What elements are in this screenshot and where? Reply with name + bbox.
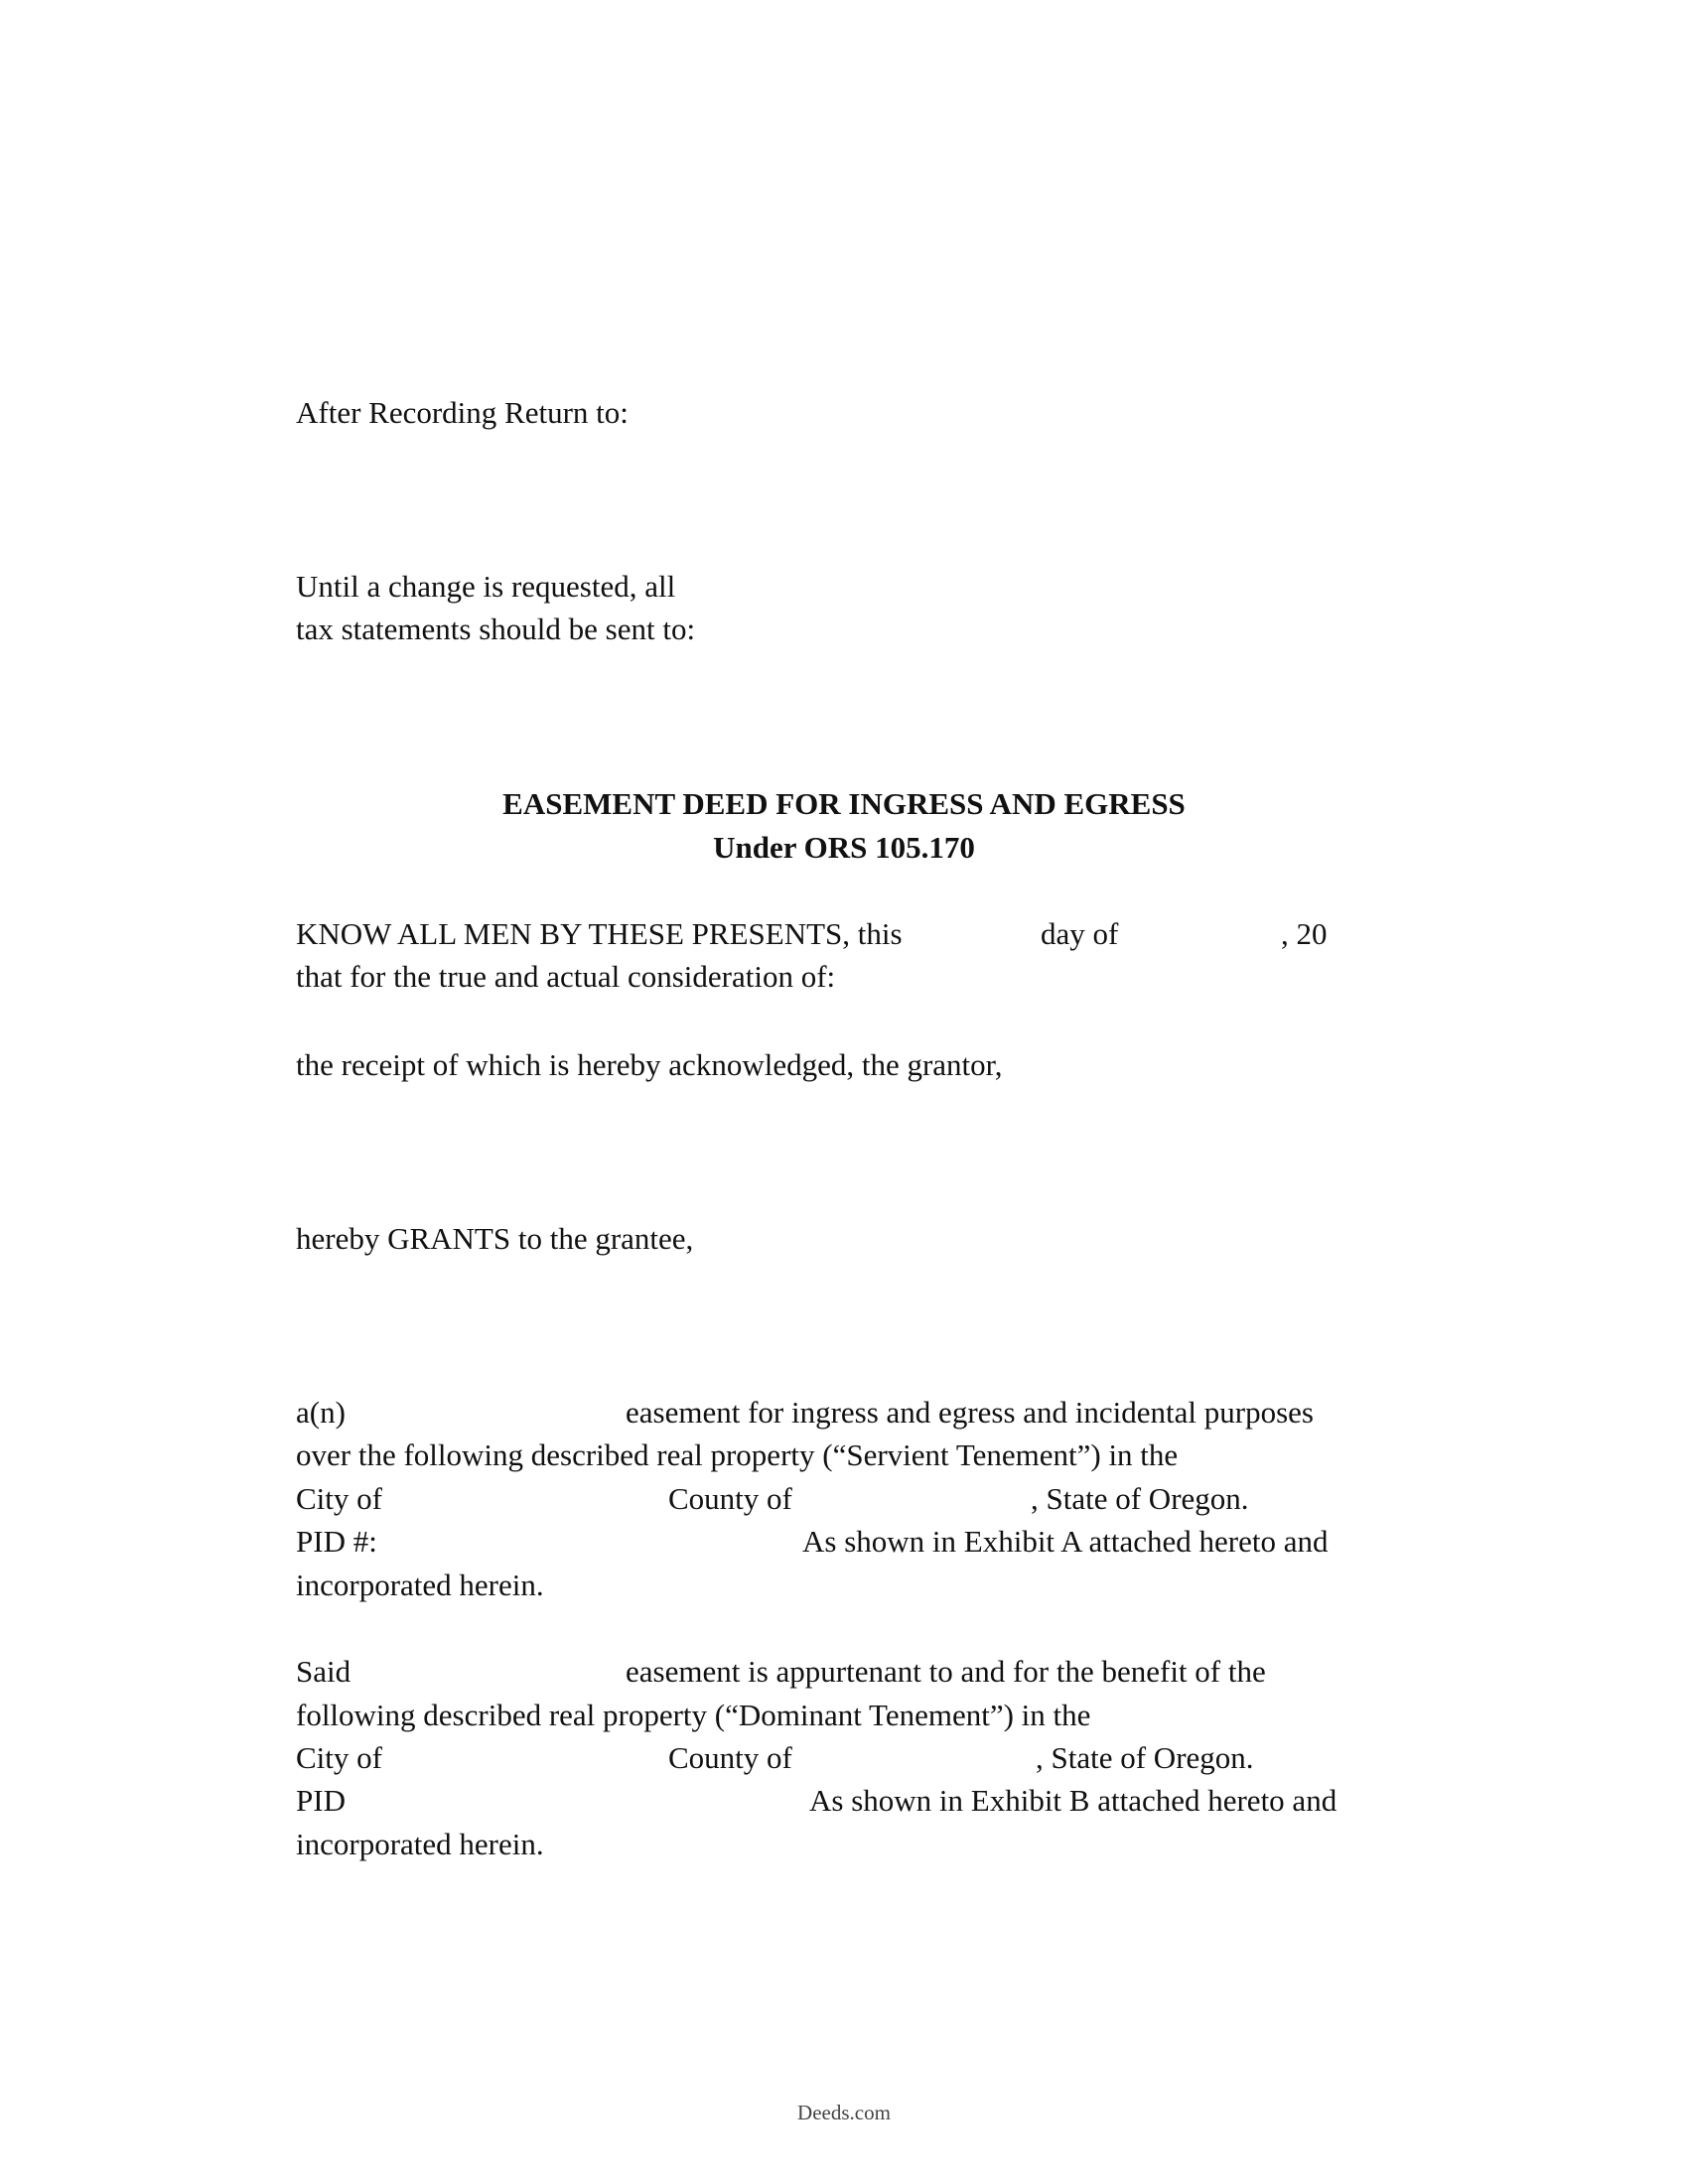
dominant-county-label: County of (668, 1740, 792, 1775)
servient-easement-purpose: easement for ingress and egress and incidental purposes (626, 1395, 1314, 1430)
servient-easement-type-label: a(n) (296, 1395, 346, 1430)
intro-year-text: , 20 (1281, 916, 1328, 951)
dominant-pid-label: PID (296, 1783, 346, 1818)
intro-consideration-text: that for the true and actual consideration of: (296, 959, 836, 994)
dominant-said-label: Said (296, 1654, 352, 1689)
dominant-city-label: City of (296, 1740, 382, 1775)
dominant-incorporated-text: incorporated herein. (296, 1827, 544, 1861)
dominant-property-description: following described real property (“Dominant Tenement”) in the (296, 1698, 1091, 1732)
servient-state-label: , State of Oregon. (1031, 1481, 1249, 1516)
tax-statement-line-1: Until a change is requested, all (296, 569, 676, 604)
dominant-exhibit-reference: As shown in Exhibit B attached hereto and (809, 1783, 1337, 1818)
servient-incorporated-text: incorporated herein. (296, 1568, 544, 1602)
document-title: EASEMENT DEED FOR INGRESS AND EGRESS (502, 786, 1186, 821)
dominant-state-label: , State of Oregon. (1036, 1740, 1254, 1775)
servient-property-description: over the following described real property (“Servient Tenement”) in the (296, 1437, 1179, 1472)
servient-exhibit-reference: As shown in Exhibit A attached hereto and (802, 1524, 1329, 1559)
document-subtitle: Under ORS 105.170 (713, 830, 975, 865)
intro-day-of-text: day of (1041, 916, 1119, 951)
grantor-text: the receipt of which is hereby acknowledged, the grantor, (296, 1047, 1003, 1082)
intro-presents-text: KNOW ALL MEN BY THESE PRESENTS, this (296, 916, 903, 951)
footer-brand: Deeds.com (797, 2101, 891, 2124)
dominant-appurtenant-text: easement is appurtenant to and for the benefit of the (626, 1654, 1266, 1689)
servient-county-label: County of (668, 1481, 792, 1516)
after-recording-label: After Recording Return to: (296, 395, 629, 430)
servient-city-label: City of (296, 1481, 382, 1516)
grantee-text: hereby GRANTS to the grantee, (296, 1221, 694, 1256)
tax-statement-line-2: tax statements should be sent to: (296, 612, 696, 646)
servient-pid-label: PID #: (296, 1524, 377, 1559)
